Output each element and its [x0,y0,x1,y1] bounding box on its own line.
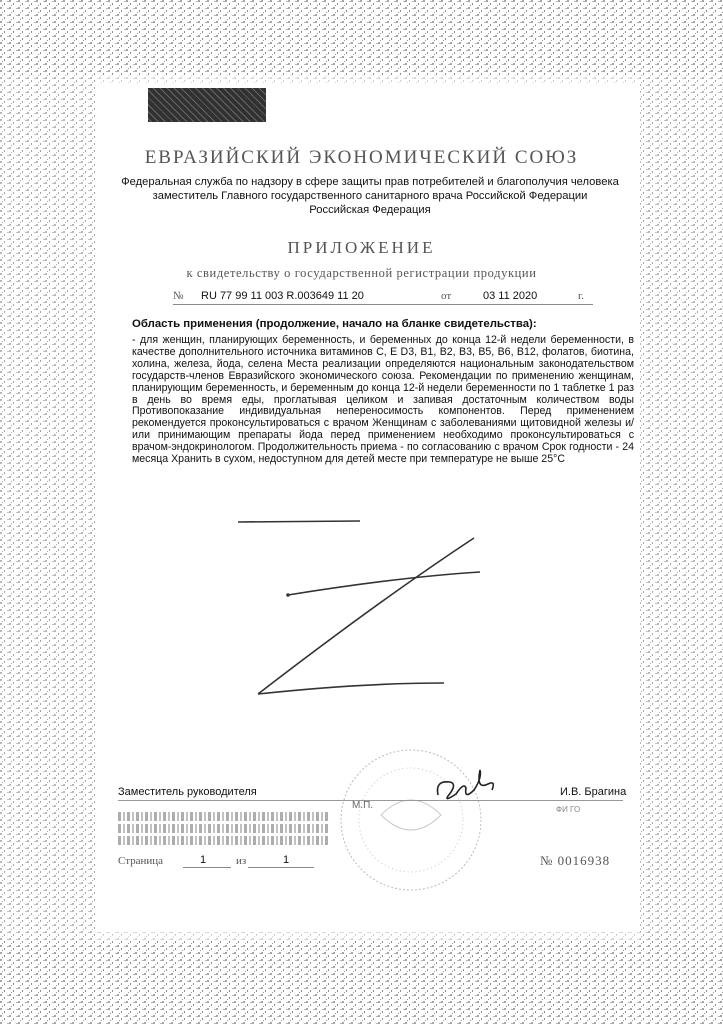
deputy-label: Заместитель руководителя [118,786,257,798]
agency-line: заместитель Главного государственного санитарного врача Российской Федерации [152,190,588,202]
fine-print-line [118,836,328,845]
deputy-name: И.В. Брагина [560,786,627,798]
page-counter [118,854,290,867]
page-label: Страница [118,855,164,867]
fine-print-line [118,812,328,821]
small-code: ФИ ГО [556,805,581,814]
number-sign: № [173,290,184,302]
registration-number: RU 77 99 11 003 R.003649 11 20 [201,290,364,302]
serial-number: № 0016938 [540,853,611,868]
year-suffix: г. [578,290,585,302]
scope-heading: Область применения (продолжение, начало на бланке свидетельства): [132,318,537,330]
handwritten-signature [430,760,500,810]
underline [248,867,314,868]
underline [183,867,231,868]
of-label: из [236,855,247,867]
union-title: ЕВРАЗИЙСКИЙ ЭКОНОМИЧЕСКИЙ СОЮЗ [144,147,579,168]
page-total: 1 [283,854,290,866]
from-label: от [441,290,452,302]
agency-line: Российская Федерация [309,204,431,216]
appendix-title: ПРИЛОЖЕНИЕ [287,238,436,257]
fine-print-line [118,824,328,833]
scope-paragraph: - для женщин, планирующих беременность, и беременных до конца 12-й недели беременности, в качестве дополнительного источника витаминов С, Е D3, B1, B2, B3, B5, B6, B12, фолатов, биотина, холина, железа, йода, селена Места реализации определяются национальным законодательством государств-членов Евразийского экономического союза. Рекомендации по применению женщинам, планирующим беременность, и беременным до конца 12-й недели беременности по 1 таблетке 1 раз в день во время еды, проглатывая целиком и запивая достаточным количеством воды Противопоказание индивидуальная непереносимость компонентов. Перед применением рекомендуется проконсультироваться с врачом Женщинам с заболеваниями щитовидной железы и/или принимающим препараты йода перед применением необходимо проконсультироваться с врачом-эндокринологом. Продолжительность приема - по согласованию с врачом Срок годности - 24 месяца Хранить в сухом, недоступном для детей месте при температуре не выше 25°С [132,334,635,466]
page-current: 1 [200,854,207,866]
appendix-subtitle: к свидетельству о государственной регистрации продукции [186,266,537,280]
agency-line: Федеральная служба по надзору в сфере защиты прав потребителей и благополучия человека [121,176,619,188]
registration-date: 03 11 2020 [483,290,538,302]
footer-fine-print [118,812,328,848]
mp-label: М.П. [352,800,374,811]
